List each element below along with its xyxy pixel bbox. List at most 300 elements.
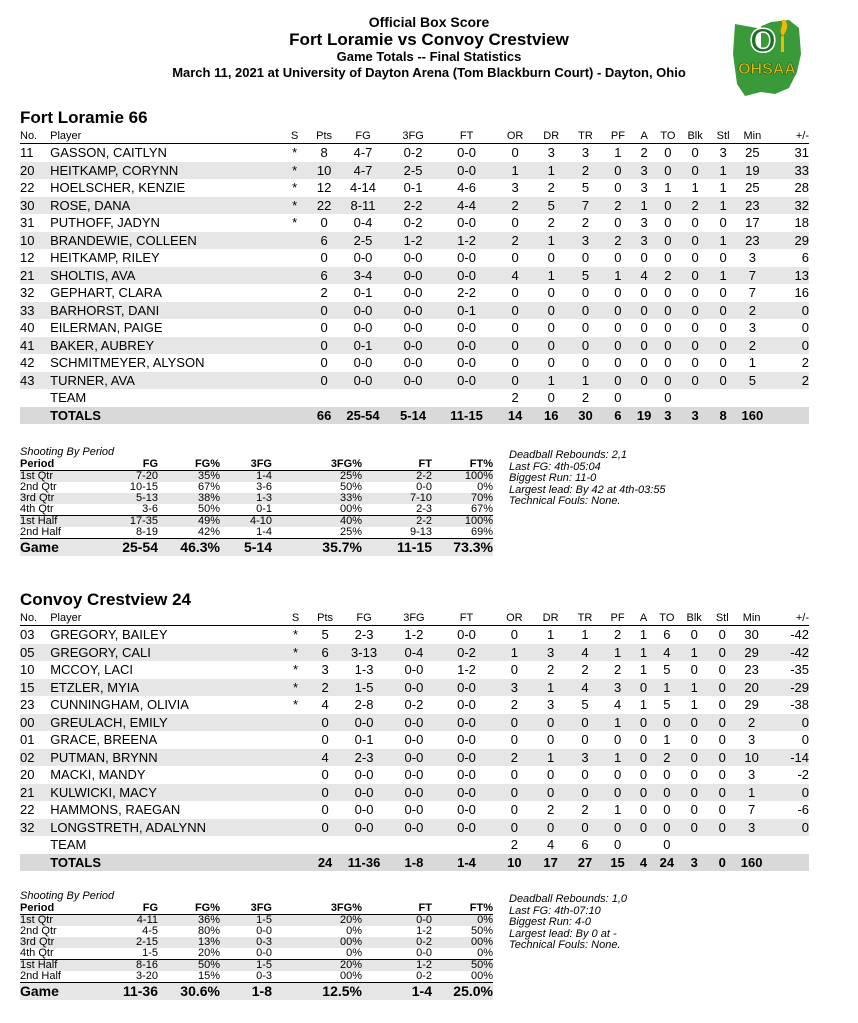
cell-fg3: 2-2: [390, 197, 437, 215]
cell-tr: 2: [569, 162, 602, 180]
cell-fg: 2-3: [354, 627, 374, 642]
pcell-fg3p: 00%: [272, 937, 362, 948]
cell-min: 30: [744, 627, 759, 642]
cell-blk: 0: [690, 802, 698, 817]
pcol-fgp: FG%: [158, 902, 220, 915]
cell-fg: 0-0: [354, 802, 374, 817]
cell-fg: 0-1: [354, 732, 374, 747]
cell-name: PUTHOFF, JADYN: [50, 215, 160, 230]
table-row: [20, 696, 809, 714]
cell-tr: 2: [581, 802, 589, 817]
table-row: [20, 337, 809, 355]
cell-min: 23: [737, 232, 768, 250]
total-stl: 8: [709, 407, 737, 425]
cell-blk: 0: [691, 215, 699, 230]
cell-pm: 2: [801, 355, 809, 370]
cell-pm: 0: [801, 320, 809, 335]
cell-blk: 0: [680, 714, 708, 732]
cell-stl: 0: [708, 714, 736, 732]
cell-fg3: 0-0: [391, 749, 438, 767]
pcell-period: 1st Half: [20, 960, 90, 972]
col-or: OR: [497, 130, 534, 144]
cell-no: 10: [20, 662, 35, 677]
pcell-ftp: 69%: [470, 526, 493, 538]
cell-tr: 3: [569, 232, 602, 250]
pcell-fg3: 0-0: [256, 925, 272, 937]
pcol-3fgp: 3FG%: [272, 902, 362, 915]
cell-tr: 0: [581, 767, 589, 782]
cell-fg3: 0-0: [390, 372, 437, 390]
col-fg: FG: [336, 130, 389, 144]
pcell-fg3: 0-0: [256, 947, 272, 959]
cell-stl: 0: [719, 285, 727, 300]
cell-min: 17: [745, 215, 760, 230]
cell-fg: 3-13: [337, 644, 390, 662]
cell-tr: 2: [581, 215, 590, 230]
cell-ft: 0-0: [437, 714, 496, 732]
logo-letter: O: [749, 22, 777, 60]
cell-dr: 0: [547, 320, 555, 335]
cell-name: GREGORY, CALI: [50, 644, 278, 662]
table-row: [20, 731, 809, 749]
col-pf: PF: [602, 130, 633, 144]
cell-to: 0: [664, 390, 672, 405]
cell-blk: [680, 836, 708, 854]
cell-no: 40: [20, 320, 35, 335]
cell-min: 2: [737, 302, 768, 320]
cell-fg3: 0-0: [390, 267, 437, 285]
cell-fg: 0-0: [337, 714, 390, 732]
period-rows: [20, 471, 493, 557]
cell-to: 0: [655, 162, 681, 180]
cell-ft: 2-2: [457, 285, 476, 300]
cell-stl: 0: [719, 215, 727, 230]
cell-min: 2: [736, 714, 767, 732]
cell-dr: 3: [547, 145, 555, 160]
cell-fg3: [390, 389, 437, 407]
cell-fg3: 0-0: [391, 819, 438, 837]
pcell-ft: 2-2: [362, 471, 432, 483]
cell-fg: 4-14: [350, 180, 377, 195]
cell-to: 0: [664, 215, 672, 230]
cell-pm: 13: [768, 267, 809, 285]
total-min: 160: [737, 407, 768, 425]
shooting-by-period-table: [20, 458, 493, 556]
cell-s: *: [292, 662, 299, 677]
cell-ft: 0-0: [457, 215, 476, 230]
report-subtitle: Game Totals -- Final Statistics: [336, 49, 522, 64]
pcell-fg: 1-5: [142, 947, 158, 959]
cell-pf: 2: [602, 197, 633, 215]
cell-tr: 0: [569, 337, 602, 355]
cell-s: [278, 372, 312, 390]
shooting-caption: Shooting By Period: [20, 890, 115, 902]
pcell-period: 4th Qtr: [20, 503, 54, 515]
cell-no: 41: [20, 337, 50, 355]
table-row: [20, 801, 809, 819]
pcell-period: Game: [20, 983, 90, 1001]
cell-a: 3: [634, 232, 655, 250]
cell-pts: 5: [321, 627, 329, 642]
pcol-ft: FT: [362, 458, 432, 471]
cell-pf: 0: [602, 162, 633, 180]
pcell-fg3: 0-1: [256, 503, 272, 515]
cell-pts: 0: [313, 819, 338, 837]
cell-no: 20: [20, 162, 50, 180]
pcell-ft: 7-10: [362, 493, 432, 504]
cell-dr: 0: [547, 390, 555, 405]
pcell-fg3: 1-5: [220, 915, 272, 927]
pcell-ftp: 50%: [470, 925, 493, 937]
cell-fg: 3-4: [336, 267, 389, 285]
cell-s: [278, 319, 312, 337]
cell-or: 0: [510, 627, 518, 642]
half-row: [20, 527, 493, 539]
cell-s: [278, 714, 312, 732]
cell-pf: 1: [602, 714, 634, 732]
total-to: 24: [654, 854, 680, 872]
cell-stl: 0: [718, 802, 726, 817]
period-row: [20, 948, 493, 960]
pcell-ft: 11-15: [362, 539, 432, 557]
cell-pts: 0: [312, 372, 337, 390]
cell-stl: 1: [709, 232, 737, 250]
cell-pf: 0: [613, 837, 622, 852]
pcell-ft: 0-0: [362, 915, 432, 927]
cell-min: [737, 389, 768, 407]
cell-pm: 0: [767, 819, 809, 837]
cell-blk: 0: [690, 662, 698, 677]
cell-stl: 0: [708, 644, 736, 662]
cell-fg3: 0-0: [403, 250, 423, 265]
cell-pf: 0: [614, 390, 622, 405]
cell-pm: -6: [797, 802, 809, 817]
cell-min: 25: [745, 180, 760, 195]
cell-no: 02: [20, 749, 50, 767]
logo-wordmark: OHSAA: [738, 61, 796, 78]
table-row: [20, 354, 809, 372]
pcell-fg3: 4-10: [220, 516, 272, 528]
cell-to: 0: [664, 145, 672, 160]
cell-name: GREGORY, BAILEY: [50, 627, 168, 642]
cell-stl: 0: [709, 302, 737, 320]
game-note: Largest lead: By 0 at -: [509, 927, 617, 940]
pcell-fg3p: 12.5%: [272, 983, 362, 1001]
cell-blk: 0: [680, 749, 708, 767]
cell-pf: 0: [614, 320, 622, 335]
cell-or: 2: [497, 197, 534, 215]
cell-to: 0: [663, 767, 671, 782]
pcell-ft: 0-2: [362, 937, 432, 948]
cell-fg: 0-4: [353, 215, 373, 230]
pcell-ftp: 67%: [470, 503, 493, 515]
pcell-period: 3rd Qtr: [20, 493, 90, 504]
cell-tr: 5: [569, 267, 602, 285]
cell-fg: 2-3: [337, 749, 390, 767]
table-row: [20, 766, 809, 784]
cell-tr: 1: [581, 627, 589, 642]
cell-dr: 3: [547, 697, 555, 712]
report-title: Official Box Score: [368, 14, 490, 30]
cell-ft: 0-0: [457, 802, 476, 817]
cell-to: 0: [655, 337, 681, 355]
cell-no: 01: [20, 732, 35, 747]
cell-ft: 0-0: [437, 372, 497, 390]
col-ft: FT: [437, 612, 496, 626]
cell-pm: 6: [801, 250, 809, 265]
cell-dr: 4: [547, 837, 555, 852]
cell-ft: 0-0: [437, 267, 497, 285]
cell-pf: 2: [613, 627, 622, 642]
matchup-title: Fort Loramie vs Convoy Crestview: [289, 30, 569, 49]
cell-tr: 5: [581, 697, 589, 712]
cell-blk: 0: [690, 732, 698, 747]
cell-dr: 0: [534, 337, 569, 355]
cell-s: *: [292, 697, 299, 712]
cell-pm: 31: [794, 145, 809, 160]
cell-no: 31: [20, 215, 35, 230]
cell-fg3: 0-2: [403, 145, 423, 160]
cell-fg: 2-5: [336, 232, 389, 250]
cell-min: 3: [748, 250, 756, 265]
col-tr: TR: [568, 612, 601, 626]
cell-pm: -42: [767, 644, 809, 662]
cell-name: MCCOY, LACI: [50, 662, 134, 677]
cell-no: 20: [20, 767, 35, 782]
cell-no: 00: [20, 714, 50, 732]
cell-a: 1: [639, 627, 648, 642]
cell-pts: 2: [313, 679, 338, 697]
cell-or: 0: [510, 732, 518, 747]
table-row: [20, 661, 809, 679]
cell-min: 29: [744, 697, 759, 712]
pcol-fgp: FG%: [158, 458, 220, 471]
pcell-period: 2nd Half: [20, 526, 61, 538]
col-or: OR: [496, 612, 533, 626]
cell-fg3: 0-0: [404, 732, 424, 747]
pcell-fg3: 1-5: [220, 960, 272, 972]
cell-to: 2: [655, 267, 681, 285]
game-row: [20, 539, 493, 557]
cell-no: 22: [20, 802, 35, 817]
cell-dr: 2: [547, 662, 555, 677]
cell-tr: 0: [581, 320, 590, 335]
cell-stl: 1: [709, 162, 737, 180]
cell-blk: 0: [691, 250, 699, 265]
cell-tr: 3: [568, 749, 601, 767]
cell-name: SCHMITMEYER, ALYSON: [50, 355, 205, 370]
col-player: Player: [50, 612, 278, 626]
cell-pf: 0: [614, 285, 622, 300]
col-stl: Stl: [709, 130, 737, 144]
total-pm: [768, 407, 809, 425]
half-row: [20, 971, 493, 983]
cell-pts: [312, 389, 337, 407]
cell-no: 43: [20, 372, 50, 390]
game-notes: [509, 894, 627, 952]
total-pts: 66: [312, 407, 337, 425]
cell-s: *: [278, 679, 312, 697]
cell-fg: 1-5: [337, 679, 390, 697]
cell-to: 0: [663, 802, 671, 817]
cell-pf: 1: [602, 267, 633, 285]
cell-name: HEITKAMP, CORYNN: [50, 162, 277, 180]
cell-tr: 3: [581, 145, 590, 160]
cell-tr: 0: [581, 285, 590, 300]
cell-fg: 0-1: [353, 285, 373, 300]
box-score-table: [20, 612, 809, 871]
total-or: 10: [496, 854, 533, 872]
cell-fg: 4-7: [336, 162, 389, 180]
pcell-ftp: 25.0%: [432, 983, 493, 1001]
pcell-fgp: 15%: [197, 970, 220, 982]
cell-fg: 8-11: [336, 197, 389, 215]
cell-name: HOELSCHER, KENZIE: [50, 180, 186, 195]
cell-pm: 18: [794, 215, 809, 230]
cell-s: [278, 854, 312, 872]
cell-dr: 0: [533, 714, 568, 732]
cell-fg: 0-0: [354, 767, 374, 782]
cell-no: 11: [20, 145, 34, 160]
cell-stl: 3: [719, 145, 727, 160]
cell-s: [278, 784, 312, 802]
cell-name: BAKER, AUBREY: [50, 337, 277, 355]
cell-pts: 0: [320, 320, 328, 335]
pcell-fg3: 0-3: [256, 970, 272, 982]
cell-pm: -35: [790, 662, 809, 677]
cell-min: 1: [748, 355, 756, 370]
cell-blk: 0: [681, 372, 709, 390]
cell-blk: 0: [690, 627, 698, 642]
cell-tr: 0: [568, 819, 601, 837]
cell-fg: 0-1: [336, 337, 389, 355]
cell-to: 0: [655, 232, 681, 250]
cell-to: 1: [654, 679, 680, 697]
cell-to: 1: [664, 180, 672, 195]
cell-fg: 0-0: [336, 302, 389, 320]
cell-or: 3: [496, 679, 533, 697]
cell-fg3: 2-5: [390, 162, 437, 180]
pcell-ft: 0-0: [416, 481, 432, 493]
cell-fg3: 1-2: [404, 627, 424, 642]
cell-or: 2: [497, 232, 534, 250]
cell-tr: 0: [568, 784, 601, 802]
pcell-fg: 11-36: [90, 983, 158, 1001]
cell-fg: 4-7: [353, 145, 373, 160]
cell-stl: 1: [709, 197, 737, 215]
cell-pts: 4: [321, 697, 329, 712]
totals-label: TOTALS: [50, 407, 277, 425]
cell-pm: -42: [790, 627, 809, 642]
cell-pf: 1: [613, 802, 622, 817]
cell-a: 0: [633, 749, 653, 767]
cell-a: 0: [633, 819, 653, 837]
pcell-fg3p: 0%: [346, 947, 362, 959]
table-row: [20, 249, 809, 267]
cell-min: 7: [748, 802, 756, 817]
cell-ft: 1-2: [457, 662, 476, 677]
cell-fg3: 0-2: [403, 215, 423, 230]
cell-stl: 0: [708, 819, 736, 837]
pcell-fg3p: 00%: [339, 970, 362, 982]
cell-no: 32: [20, 819, 50, 837]
pcol-ftp: FT%: [432, 458, 493, 471]
cell-a: 0: [633, 679, 653, 697]
pcol-period: Period: [20, 902, 90, 915]
col-plus-minus: +/-: [767, 612, 809, 626]
cell-min: 5: [737, 372, 768, 390]
cell-dr: 0: [547, 732, 555, 747]
col-pf: PF: [602, 612, 634, 626]
cell-fg3: 0-0: [391, 679, 438, 697]
cell-ft: 0-0: [457, 627, 476, 642]
cell-tr: 6: [581, 837, 589, 852]
cell-dr: 3: [533, 644, 568, 662]
cell-dr: 1: [533, 749, 568, 767]
total-blk: 3: [680, 854, 708, 872]
cell-a: [633, 836, 653, 854]
player-rows: [20, 144, 809, 425]
cell-no: 32: [20, 285, 35, 300]
pcell-fgp: 50%: [158, 960, 220, 972]
pcell-fg3p: 20%: [272, 915, 362, 927]
cell-s: [278, 836, 312, 854]
pcell-ftp: 0%: [477, 481, 493, 493]
cell-stl: 0: [709, 337, 737, 355]
pcell-fg: 8-19: [135, 526, 158, 538]
cell-pts: 3: [321, 662, 329, 677]
shooting-caption: Shooting By Period: [20, 446, 115, 458]
pcell-fg3: 1-3: [220, 493, 272, 504]
pcell-period: 1st Half: [20, 516, 90, 528]
pcell-period: 2nd Qtr: [20, 481, 57, 493]
cell-a: 0: [634, 337, 655, 355]
cell-name: TURNER, AVA: [50, 372, 277, 390]
table-row: [20, 714, 809, 732]
cell-fg3: 0-0: [404, 767, 424, 782]
cell-ft: 0-0: [437, 749, 496, 767]
game-note: Largest lead: By 42 at 4th-03:55: [509, 483, 666, 496]
cell-a: 0: [639, 767, 648, 782]
col-no: No.: [20, 130, 50, 144]
cell-blk: 0: [680, 784, 708, 802]
cell-min: 25: [745, 145, 760, 160]
cell-pm: -14: [767, 749, 809, 767]
pcell-period: 4th Qtr: [20, 947, 54, 959]
total-pts: 24: [313, 854, 338, 872]
cell-ft: 0-0: [437, 819, 496, 837]
cell-tr: 0: [568, 714, 601, 732]
cell-s: *: [292, 145, 298, 160]
pcell-fg: 10-15: [129, 481, 158, 493]
cell-name: MACKI, MANDY: [50, 767, 146, 782]
pcell-ft: 1-2: [362, 960, 432, 972]
total-or: 14: [497, 407, 534, 425]
cell-fg3: 0-0: [404, 802, 424, 817]
total-tr: 30: [569, 407, 602, 425]
cell-dr: 1: [534, 267, 569, 285]
table-row: [20, 372, 809, 390]
cell-to: 0: [664, 320, 672, 335]
cell-stl: 0: [718, 767, 726, 782]
total-pm: [767, 854, 809, 872]
totals-row: [20, 854, 809, 872]
cell-no: 10: [20, 232, 50, 250]
cell-blk: 1: [680, 644, 708, 662]
cell-fg: 0-0: [353, 320, 373, 335]
pcell-fgp: 13%: [158, 937, 220, 948]
table-row: [20, 302, 809, 320]
